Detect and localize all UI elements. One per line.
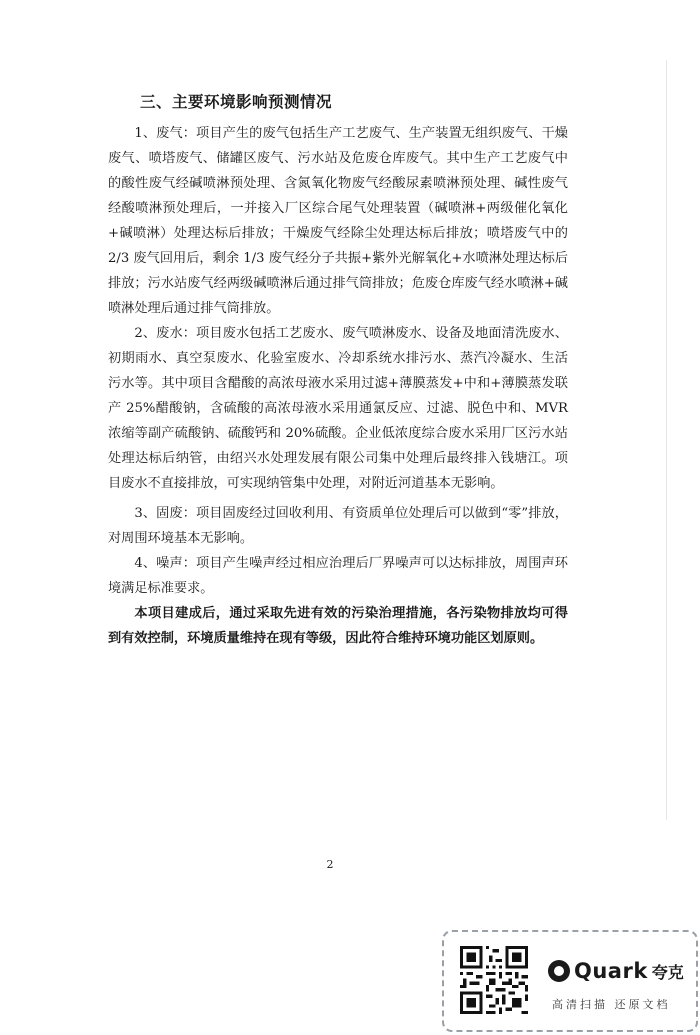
paragraph-solid-waste: 3、固废：项目固废经过回收利用、有资质单位处理后可以做到“零”排放，对周围环境基本无影响。 bbox=[108, 506, 568, 546]
brand-name: Quark bbox=[574, 959, 648, 983]
section-title: 三、主要环境影响预测情况 bbox=[140, 93, 333, 111]
quark-brand bbox=[548, 958, 684, 984]
page-edge-divider bbox=[666, 60, 667, 820]
brand-name-cn: 夸克 bbox=[651, 962, 684, 982]
paragraph-noise: 4、噪声：项目产生噪声经过相应治理后厂界噪声可以达标排放，周围声环境满足标准要求。 bbox=[108, 556, 568, 596]
watermark-slogan: 高清扫描 还原文档 bbox=[552, 998, 671, 1011]
paragraph-conclusion: 本项目建成后，通过采取先进有效的污染治理措施，各污染物排放均可得到有效控制，环境质量维持在现有等级，因此符合维持环境功能区划原则。 bbox=[108, 606, 568, 646]
quark-watermark bbox=[442, 930, 698, 1032]
quark-logo-icon bbox=[548, 960, 570, 982]
paragraph-wastewater: 2、废水：项目废水包括工艺废水、废气喷淋废水、设备及地面清洗废水、初期雨水、真空泵废水、化验室废水、冷却系统水排污水、蒸汽冷凝水、生活污水等。其中项目含醋酸的高浓母液水采用过滤+薄膜蒸发+中和+薄膜蒸发联产 25%醋酸钠，含硫酸的高浓母液水采用通氯反应、过滤、脱色中和、MVR 浓缩等副产硫酸钠、硫酸钙和 20%硫酸。企业低浓度综合废水采用厂区污水站处理达标后纳管，由绍兴水处理发展有限公司集中处理后最终排入钱塘江。项目废水不直接排放，可实现纳管集中处理，对附近河道基本无影响。 bbox=[108, 326, 568, 491]
paragraph-exhaust-gas: 1、废气：项目产生的废气包括生产工艺废气、生产装置无组织废气、干燥废气、喷塔废气、储罐区废气、污水站及危废仓库废气。其中生产工艺废气中的酸性废气经碱喷淋预处理、含氮氧化物废气经酸尿素喷淋预处理、碱性废气经酸喷淋预处理后，一并接入厂区综合尾气处理装置（碱喷淋+两级催化氧化+碱喷淋）处理达标后排放；干燥废气经除尘处理达标后排放；喷塔废气中的 2/3 废气回用后，剩余 1/3 废气经分子共振+紫外光解氧化+水喷淋处理达标后排放；污水站废气经两级碱喷淋后通过排气筒排放；危废仓库废气经水喷淋+碱喷淋处理后通过排气筒排放。 bbox=[108, 126, 568, 316]
page-number: 2 bbox=[326, 858, 334, 871]
qr-code-icon bbox=[460, 946, 528, 1014]
